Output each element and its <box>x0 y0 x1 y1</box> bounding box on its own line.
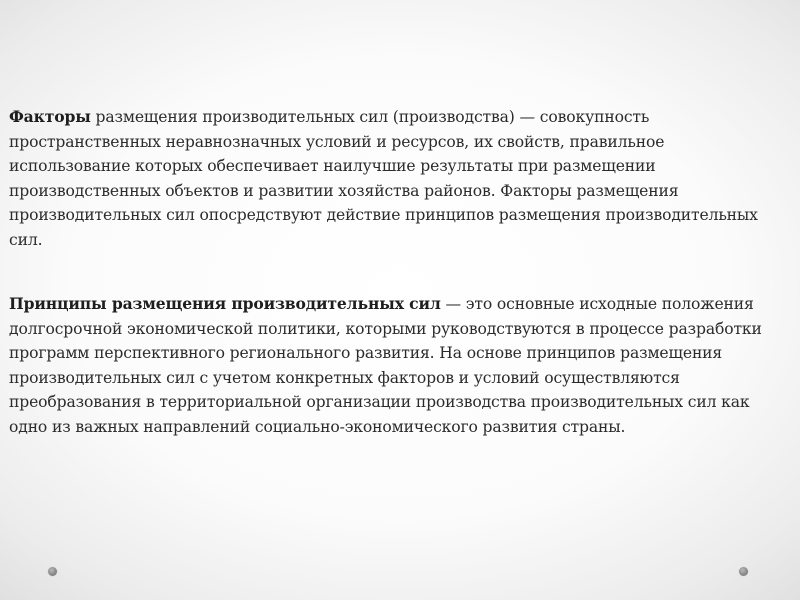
definition-factors-text: размещения производительных сил (производства) — совокупность пространственных неравнозначных условий и ресурсов, их свойств, правильное использование которых обеспечивает наилучшие результаты при размещении производственных объектов и развитии хозяйства районов. Факторы размещения производительных сил опосредствуют действие принципов размещения производительных сил. <box>9 108 758 249</box>
definition-factors-paragraph <box>9 105 789 253</box>
decorative-dot-right <box>739 567 748 576</box>
term-factors: Факторы <box>9 107 91 126</box>
definition-principles-text: — это основные исходные положения долгосрочной экономической политики, которыми руководствуются в процессе разработки программ перспективного регионального развития. На основе принципов размещения производительных сил с учетом конкретных факторов и условий осуществляются преобразования в территориальной организации производства производительных сил как одно из важных направлений социально-экономического развития страны. <box>9 295 762 436</box>
term-principles: Принципы размещения производительных сил <box>9 294 441 313</box>
decorative-dot-left <box>48 567 57 576</box>
definition-principles-paragraph <box>9 292 789 440</box>
